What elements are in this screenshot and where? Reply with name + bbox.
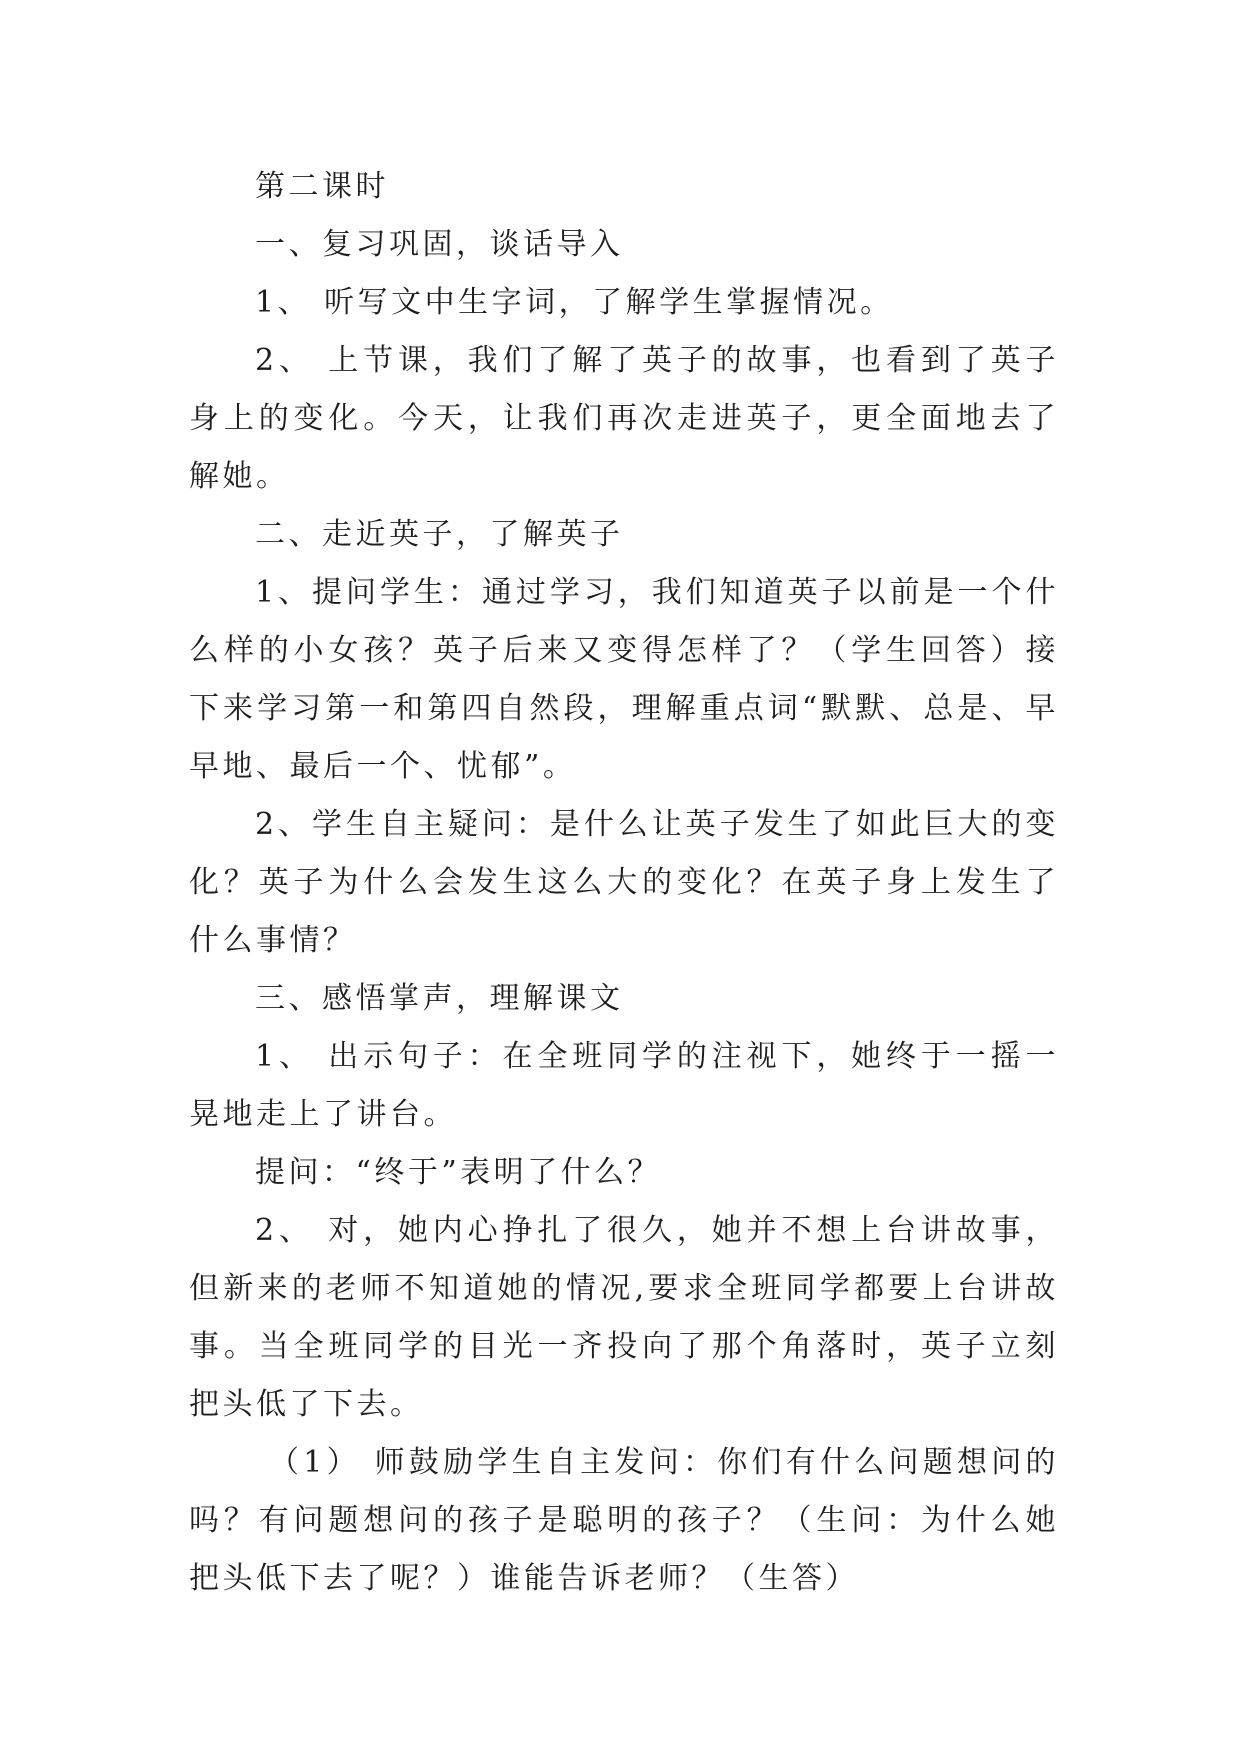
paragraph: 提问：“终于”表明了什么？ — [255, 1155, 662, 1190]
section-heading-review: 一、复习巩固，谈话导入 — [255, 227, 624, 262]
paragraph: 2、学生自主疑问：是什么让英子发生了如此巨大的变化？英子为什么会发生这么大的变化？在英子身上发生了什么事情？ — [189, 807, 1059, 958]
paragraph: 1、 听写文中生字词，了解学生掌握情况。 — [255, 285, 894, 320]
paragraph: 1、 出示句子：在全班同学的注视下，她终于一摇一晃地走上了讲台。 — [189, 1039, 1059, 1132]
paragraph: （1） 师鼓励学生自主发问：你们有什么问题想问的吗？有问题想问的孩子是聪明的孩子？（生问：为什么她把头低下去了呢？）谁能告诉老师？（生答） — [189, 1445, 1059, 1596]
paragraph: 2、 上节课，我们了解了英子的故事，也看到了英子身上的变化。今天，让我们再次走进英子，更全面地去了解她。 — [189, 343, 1059, 494]
paragraph: 1、提问学生：通过学习，我们知道英子以前是一个什么样的小女孩？英子后来又变得怎样了？（学生回答）接下来学习第一和第四自然段，理解重点词“默默、总是、早早地、最后一个、忧郁”。 — [189, 575, 1059, 784]
lesson-title: 第二课时 — [255, 169, 389, 204]
section-heading-approach: 二、走近英子，了解英子 — [255, 517, 624, 552]
paragraph: 2、 对，她内心挣扎了很久，她并不想上台讲故事，但新来的老师不知道她的情况,要求全班同学都要上台讲故事。当全班同学的目光一齐投向了那个角落时，英子立刻把头低了下去。 — [189, 1213, 1059, 1422]
section-heading-applause: 三、感悟掌声，理解课文 — [255, 981, 624, 1016]
document-body — [189, 158, 1059, 1608]
